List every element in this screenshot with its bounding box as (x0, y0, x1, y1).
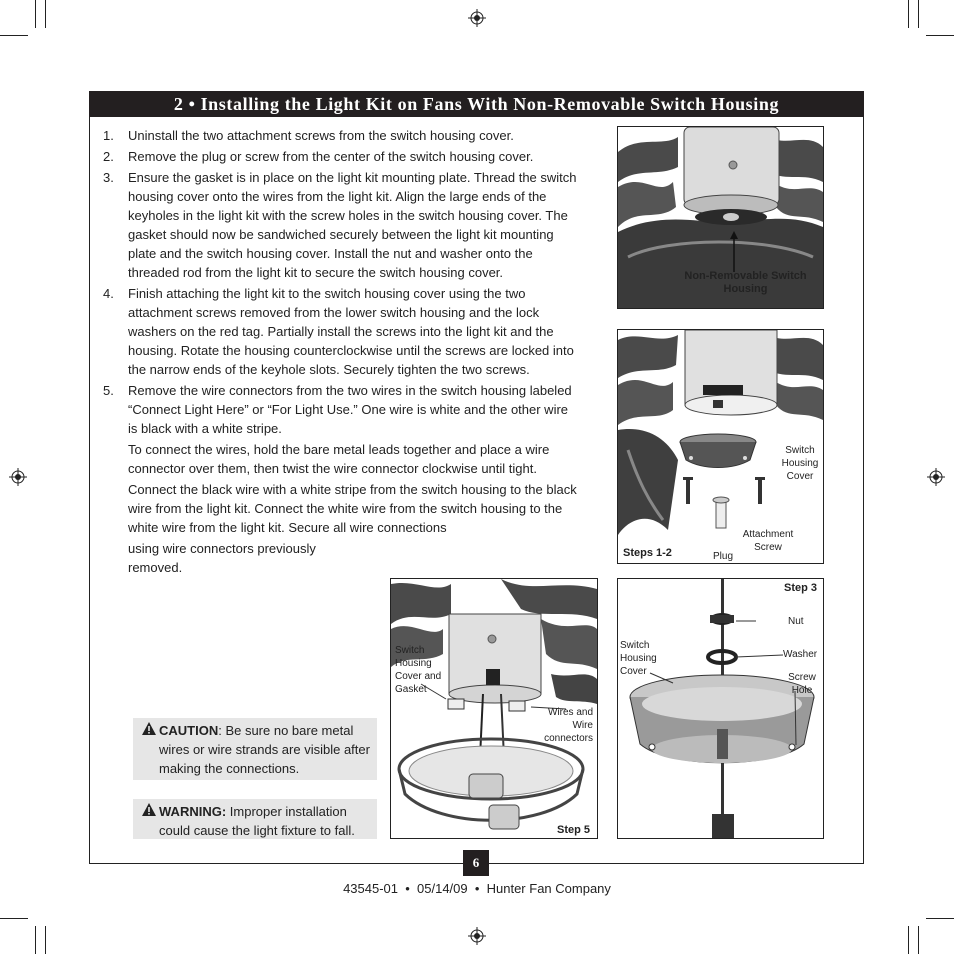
warning-note (133, 799, 377, 839)
crop-mark (908, 926, 909, 954)
warning-text: Improper installation could cause the light fixture to fall. (159, 804, 355, 838)
registration-mark-icon (468, 927, 486, 945)
crop-mark (926, 918, 954, 919)
label-wires-connectors: Wires and Wire connectors (544, 707, 593, 744)
section-title: 2 • Installing the Light Kit on Fans With Non-Removable Switch Housing (89, 91, 864, 117)
crop-mark (45, 926, 46, 954)
crop-mark (0, 35, 28, 36)
label-screw-hole: Screw Hole (788, 672, 816, 696)
label-switch-housing-cover: Switch Housing Cover (781, 445, 819, 482)
crop-mark (35, 926, 36, 954)
label-nut: Nut (788, 616, 804, 627)
figure-step-3 (617, 578, 824, 839)
list-item: 1. Uninstall the two attachment screws from the switch housing cover. (103, 128, 514, 143)
figure-step-5 (390, 578, 598, 839)
label-switch-housing-cover: Switch Housing Cover (620, 640, 657, 677)
warning-triangle-icon (142, 803, 156, 816)
crop-mark (908, 0, 909, 28)
list-item: 4. Finish attaching the light kit to the switch housing cover using the two attachment screws removed from the lower switch housing and the lock washers on the red tag. Partially install the screws into the light kit and the housing. Rotate the housing counterclockwise until the screws are locked into the narrow ends of the keyhole slots. Securely tighten the two screws. (103, 286, 574, 377)
caution-label: CAUTION (159, 723, 219, 738)
instruction-list (100, 126, 578, 579)
warning-label: WARNING: (159, 804, 227, 819)
crop-mark (918, 926, 919, 954)
figure-switch-housing (617, 126, 824, 309)
label-switch-housing-cover-gasket: Switch Housing Cover and Gasket (395, 645, 442, 695)
figure-steps-1-2 (617, 329, 824, 564)
list-item: 5. Remove the wire connectors from the two wires in the switch housing labeled “Connect Light Here” or “For Light Use.” One wire is white and the other wire is black with a white stripe. To connect the wires, hold the bare metal leads together and place a wire connector over them, then twist the wire connector clockwise until tight. Connect the black wire with a white stripe from the switch housing to the black wire from the light kit. Connect the white wire from the switch housing to the white wire from the light kit. Secure all wire connections using wire connectors previously removed. (103, 383, 577, 575)
registration-mark-icon (927, 468, 945, 486)
caution-text: : Be sure no bare metal wires or wire strands are visible after making the connections. (159, 723, 370, 776)
list-item: 2. Remove the plug or screw from the center of the switch housing cover. (103, 149, 534, 164)
label-attachment-screw: Attachment Screw (742, 529, 794, 553)
crop-mark (0, 918, 28, 919)
crop-mark (45, 0, 46, 28)
footer: 43545-01 • 05/14/09 • Hunter Fan Company (343, 881, 611, 896)
crop-mark (918, 0, 919, 28)
list-item: 3. Ensure the gasket is in place on the light kit mounting plate. Thread the switch housing cover onto the wires from the light kit. Align the large ends of the keyholes in the light kit with the screw holes in the switch housing cover. The gasket should now be sandwiched securely between the light kit mounting plate and the switch housing cover. Install the nut and washer onto the threaded rod from the light kit to secure the switch housing cover. (103, 170, 577, 280)
crop-mark (926, 35, 954, 36)
registration-mark-icon (9, 468, 27, 486)
crop-mark (35, 0, 36, 28)
caution-note (133, 718, 377, 780)
step-label: Steps 1-2 (623, 547, 672, 559)
step-label: Step 5 (557, 824, 591, 836)
label-washer: Washer (783, 649, 818, 660)
warning-triangle-icon (142, 722, 156, 735)
registration-mark-icon (468, 9, 486, 27)
step-label: Step 3 (784, 582, 818, 594)
label-plug: Plug (713, 551, 734, 562)
page-number: 6 (463, 850, 489, 876)
label-non-removable-switch-housing: Non-Removable Switch Housing (684, 270, 807, 295)
